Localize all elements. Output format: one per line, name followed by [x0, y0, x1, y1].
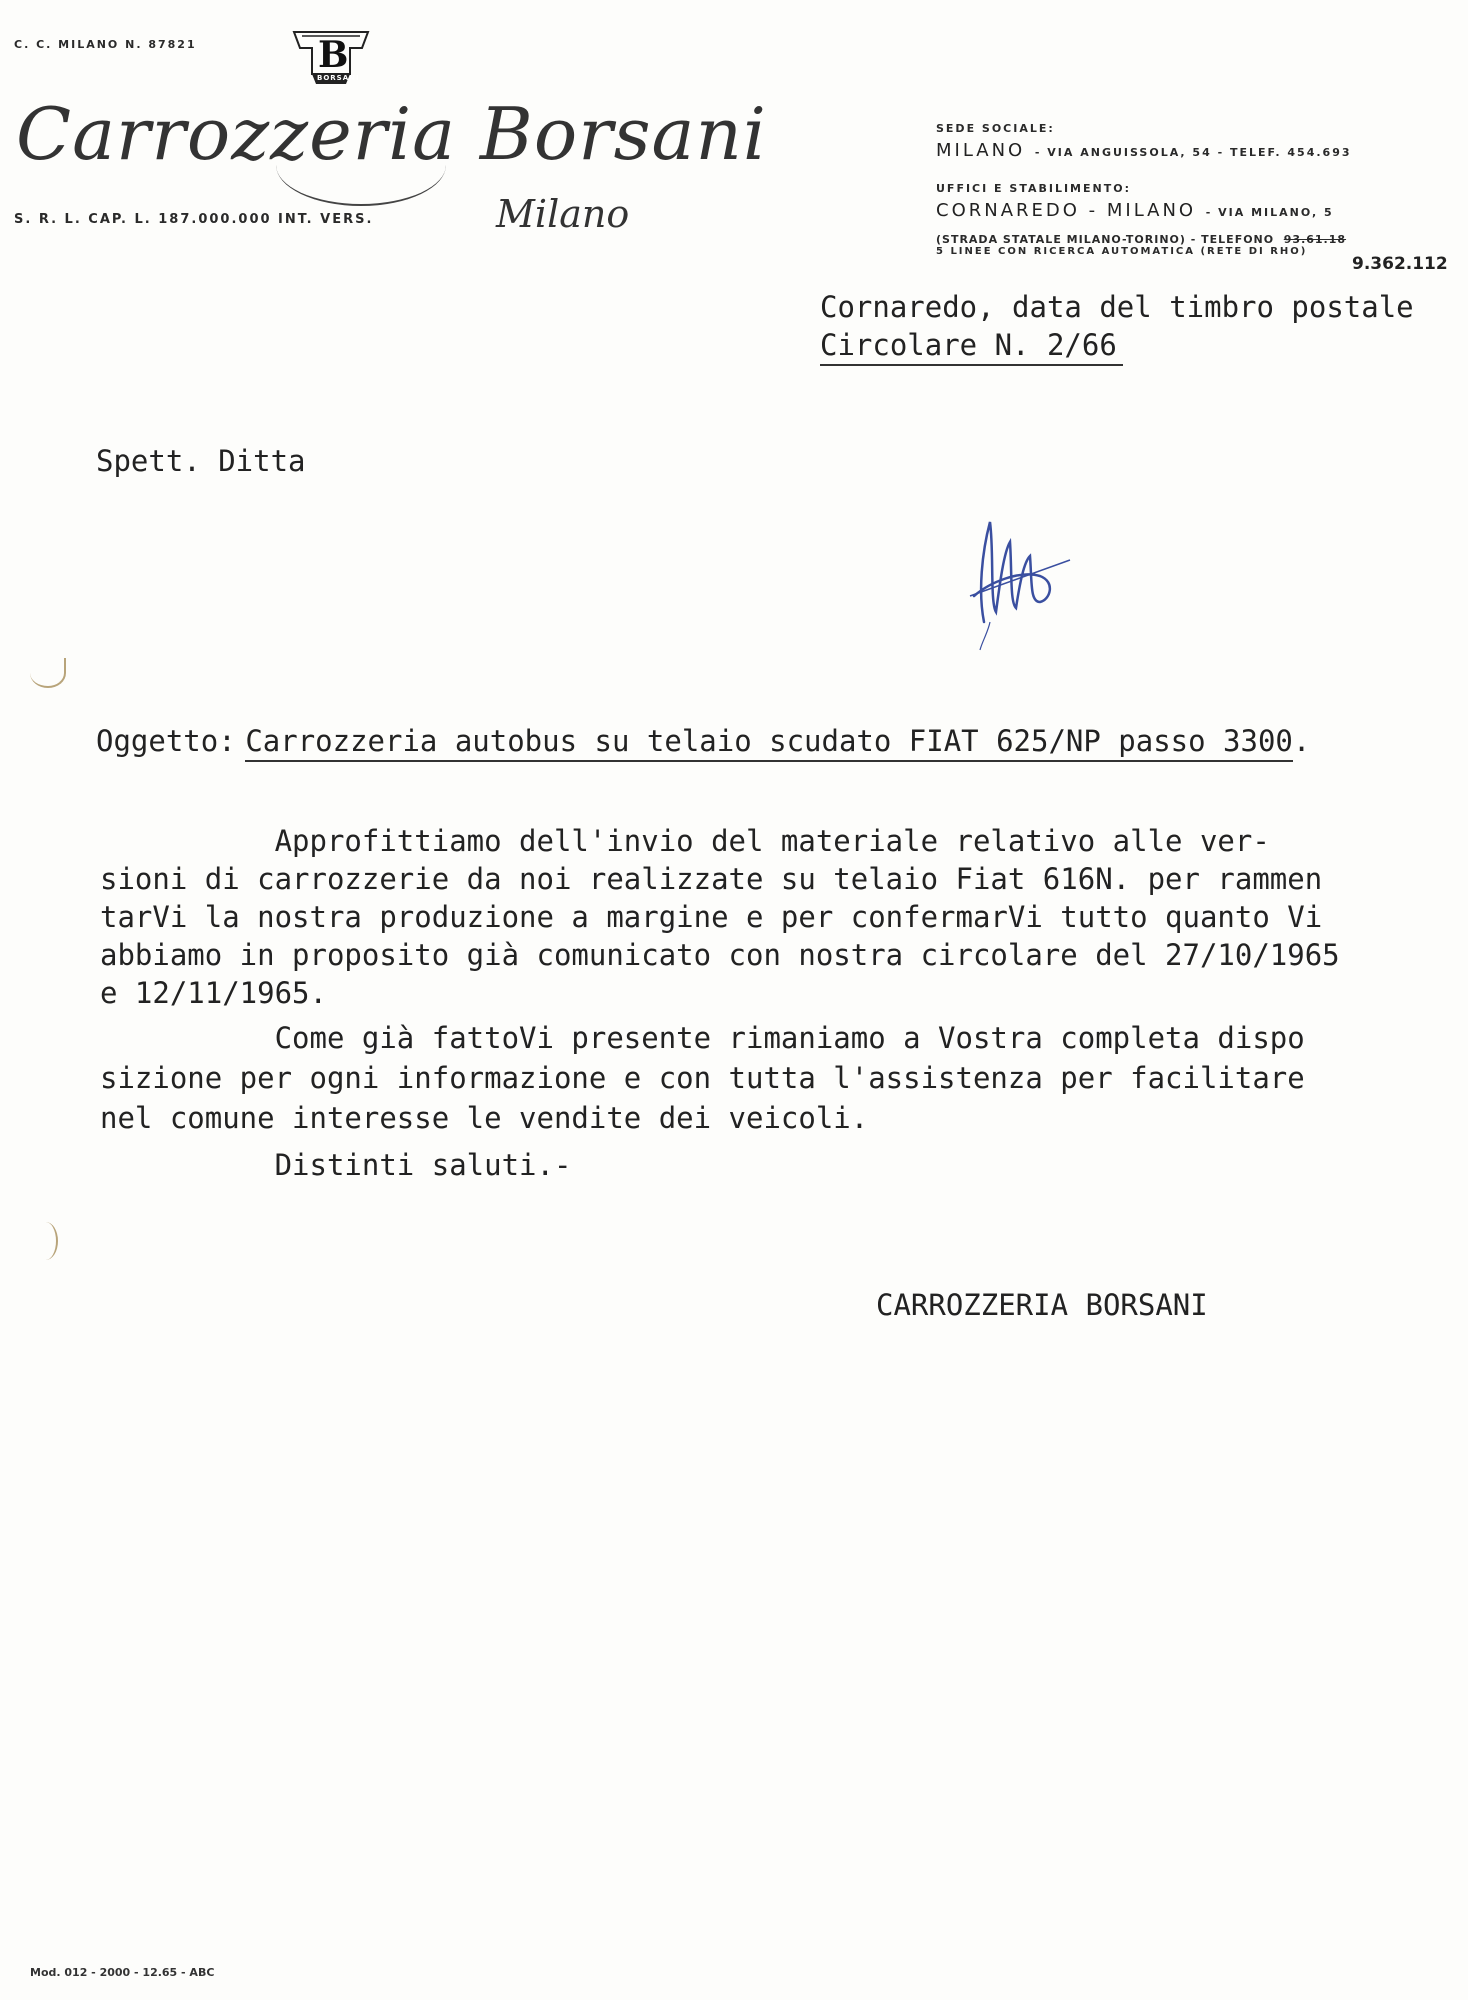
recipient: Spett. Ditta [96, 444, 306, 478]
uffici-line [936, 200, 1334, 221]
punch-mark-bottom [34, 1222, 58, 1260]
signature-company: CARROZZERIA BORSANI [876, 1288, 1208, 1322]
paragraph-1-line: sioni di carrozzerie da noi realizzate su telaio Fiat 616N. per rammen [100, 862, 1323, 896]
subject-label: Oggetto: [96, 724, 236, 758]
subject-text: Carrozzeria autobus su telaio scudato FIAT 625/NP passo 3300 [245, 724, 1293, 762]
cc-number: C. C. MILANO N. 87821 [14, 38, 197, 51]
paragraph-2 [100, 1018, 1305, 1138]
company-capital: S. R. L. CAP. L. 187.000.000 INT. VERS. [14, 212, 374, 227]
paragraph-1-line: e 12/11/1965. [100, 976, 327, 1010]
form-code: Mod. 012 - 2000 - 12.65 - ABC [30, 1966, 215, 1979]
uffici-address: - VIA MILANO, 5 [1205, 206, 1334, 219]
old-phone: 93.61.18 [1283, 233, 1347, 246]
sede-line [936, 140, 1352, 161]
sede-label: SEDE SOCIALE: [936, 122, 1055, 135]
punch-mark-top [30, 658, 66, 688]
handwritten-initials [960, 512, 1080, 656]
place-date: Cornaredo, data del timbro postale [820, 290, 1414, 324]
linee-line: 5 LINEE CON RICERCA AUTOMATICA (RETE DI RHO) [936, 246, 1308, 257]
paragraph-1-line: Approfittiamo dell'invio del materiale relativo alle ver- [100, 824, 1270, 858]
strada-text: (STRADA STATALE MILANO-TORINO) - TELEFONO [936, 233, 1275, 246]
logo-label: BORSANI [317, 74, 360, 82]
uffici-label: UFFICI E STABILIMENTO: [936, 182, 1131, 195]
paragraph-2-line: Come già fattoVi presente rimaniamo a Vostra completa dispo [100, 1021, 1305, 1055]
company-logo [290, 28, 372, 100]
subject-line [96, 724, 1310, 758]
initials-signature-icon [960, 512, 1080, 652]
strada-line [936, 228, 1346, 247]
paragraph-1-line: tarVi la nostra produzione a margine e per confermarVi tutto quanto Vi [100, 900, 1323, 934]
paragraph-2-line: sizione per ogni informazione e con tutta l'assistenza per facilitare [100, 1061, 1305, 1095]
circular-number: Circolare N. 2/66 [820, 328, 1123, 366]
uffici-city: CORNAREDO - MILANO [936, 200, 1197, 221]
city-script: Milano [496, 192, 630, 236]
logo-swash [276, 124, 446, 206]
subject-end: . [1292, 724, 1311, 758]
company-name-script: Carrozzeria Borsani [16, 92, 767, 176]
sede-address: - VIA ANGUISSOLA, 54 - TELEF. 454.693 [1034, 146, 1352, 159]
paragraph-2-line: nel comune interesse le vendite dei veicoli. [100, 1101, 869, 1135]
new-phone: 9.362.112 [1352, 254, 1448, 274]
logo-letter: B [318, 34, 349, 76]
closing: Distinti saluti.- [100, 1148, 572, 1182]
paragraph-1-line: abbiamo in proposito già comunicato con nostra circolare del 27/10/1965 [100, 938, 1340, 972]
sede-city: MILANO [936, 140, 1026, 161]
paragraph-1 [100, 822, 1340, 1012]
